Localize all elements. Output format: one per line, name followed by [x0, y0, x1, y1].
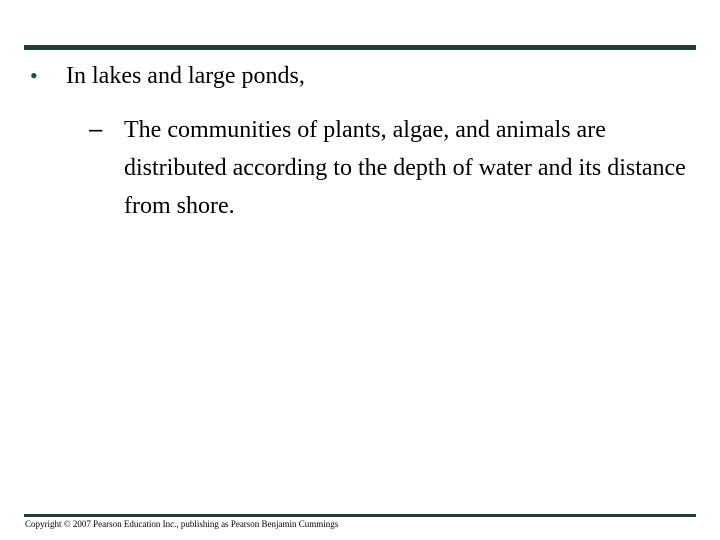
top-rule [24, 45, 696, 50]
copyright-footer: Copyright © 2007 Pearson Education Inc., publishing as Pearson Benjamin Cummings [25, 519, 339, 529]
sub-bullet-marker: – [89, 116, 103, 143]
bullet-item [30, 63, 305, 90]
bullet-text: In lakes and large ponds, [66, 63, 305, 89]
sub-bullet-text: The communities of plants, algae, and animals are distributed according to the depth of water and its distance from shore. [124, 117, 686, 219]
sub-bullet-item [89, 111, 699, 225]
bullet-marker: • [30, 63, 38, 88]
bottom-rule [24, 514, 696, 517]
